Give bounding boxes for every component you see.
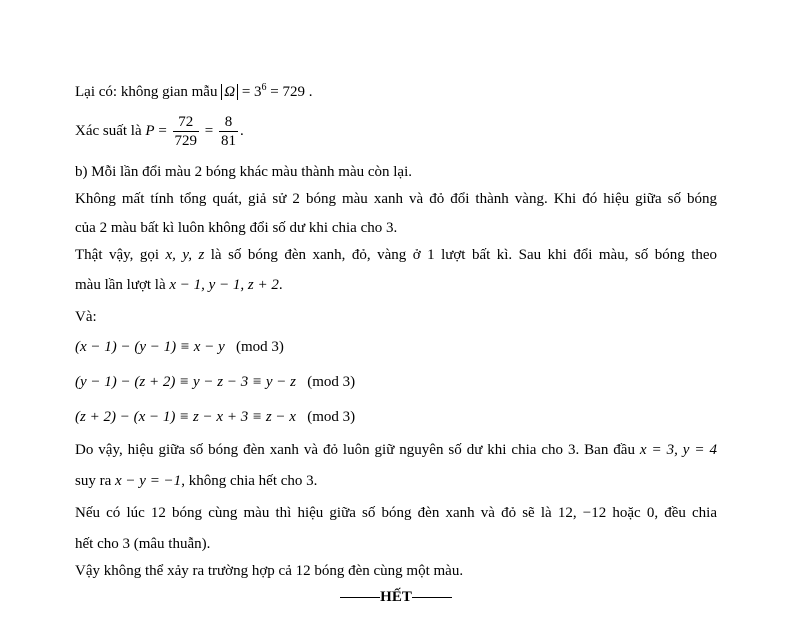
- paragraph-line: suy ra x − y = −1, không chia hết cho 3.: [75, 473, 318, 489]
- paragraph-line: hết cho 3 (mâu thuẫn).: [75, 536, 211, 552]
- end-dash-left: [340, 597, 380, 598]
- congruence-equation-2: (y − 1) − (z + 2) ≡ y − z − 3 ≡ y − z (mod 3): [75, 374, 356, 390]
- fraction-8-81: $\frac{8}{81}$: [221, 114, 236, 150]
- probability-symbol: P: [145, 123, 155, 139]
- paragraph-line: màu lần lượt là x − 1, y − 1, z + 2.: [75, 277, 283, 293]
- paragraph-line: của 2 màu bất kì luôn không đổi số dư khi chia cho 3.: [75, 220, 398, 236]
- probability-line: Xác suất là P = $\frac{72}{729}$ = $\frac{8}{81}$ .: [75, 114, 244, 150]
- sample-space-text: Lại có: không gian mẫu: [75, 84, 218, 100]
- congruence-equation-3: (z + 2) − (x − 1) ≡ z − x + 3 ≡ z − x (mod 3): [75, 409, 356, 425]
- fraction-72-729: $\frac{72}{729}$: [174, 114, 198, 150]
- conclusion-line: Vậy không thể xảy ra trường hợp cả 12 bóng đèn cùng một màu.: [75, 563, 464, 579]
- end-dash-right: [412, 597, 452, 598]
- part-b-heading: b) Mỗi lần đổi màu 2 bóng khác màu thành màu còn lại.: [75, 164, 413, 180]
- sample-space-line: [75, 79, 313, 101]
- end-marker: HẾT: [0, 589, 792, 606]
- paragraph-line: Thật vậy, gọi x, y, z là số bóng đèn xanh, đỏ, vàng ở 1 lượt bất kì. Sau khi đổi màu, số bóng theo: [75, 247, 718, 263]
- probability-text: Xác suất là: [75, 123, 146, 139]
- sample-space-formula: $\Omega = 3^6 = 729$ .: [221, 84, 312, 100]
- paragraph-line: Không mất tính tổng quát, giả sử 2 bóng màu xanh và đỏ đổi thành vàng. Khi đó hiệu giữa số bóng: [75, 191, 717, 207]
- congruence-equation-1: (x − 1) − (y − 1) ≡ x − y (mod 3): [75, 339, 284, 355]
- paragraph-line: Do vậy, hiệu giữa số bóng đèn xanh và đỏ luôn giữ nguyên số dư khi chia cho 3. Ban đầu x = 3, y = 4: [75, 442, 717, 458]
- paragraph-line: Nếu có lúc 12 bóng cùng màu thì hiệu giữa số bóng đèn xanh và đỏ sẽ là 12, −12 hoặc 0, đều chia: [75, 505, 717, 521]
- and-label: Và:: [75, 309, 97, 325]
